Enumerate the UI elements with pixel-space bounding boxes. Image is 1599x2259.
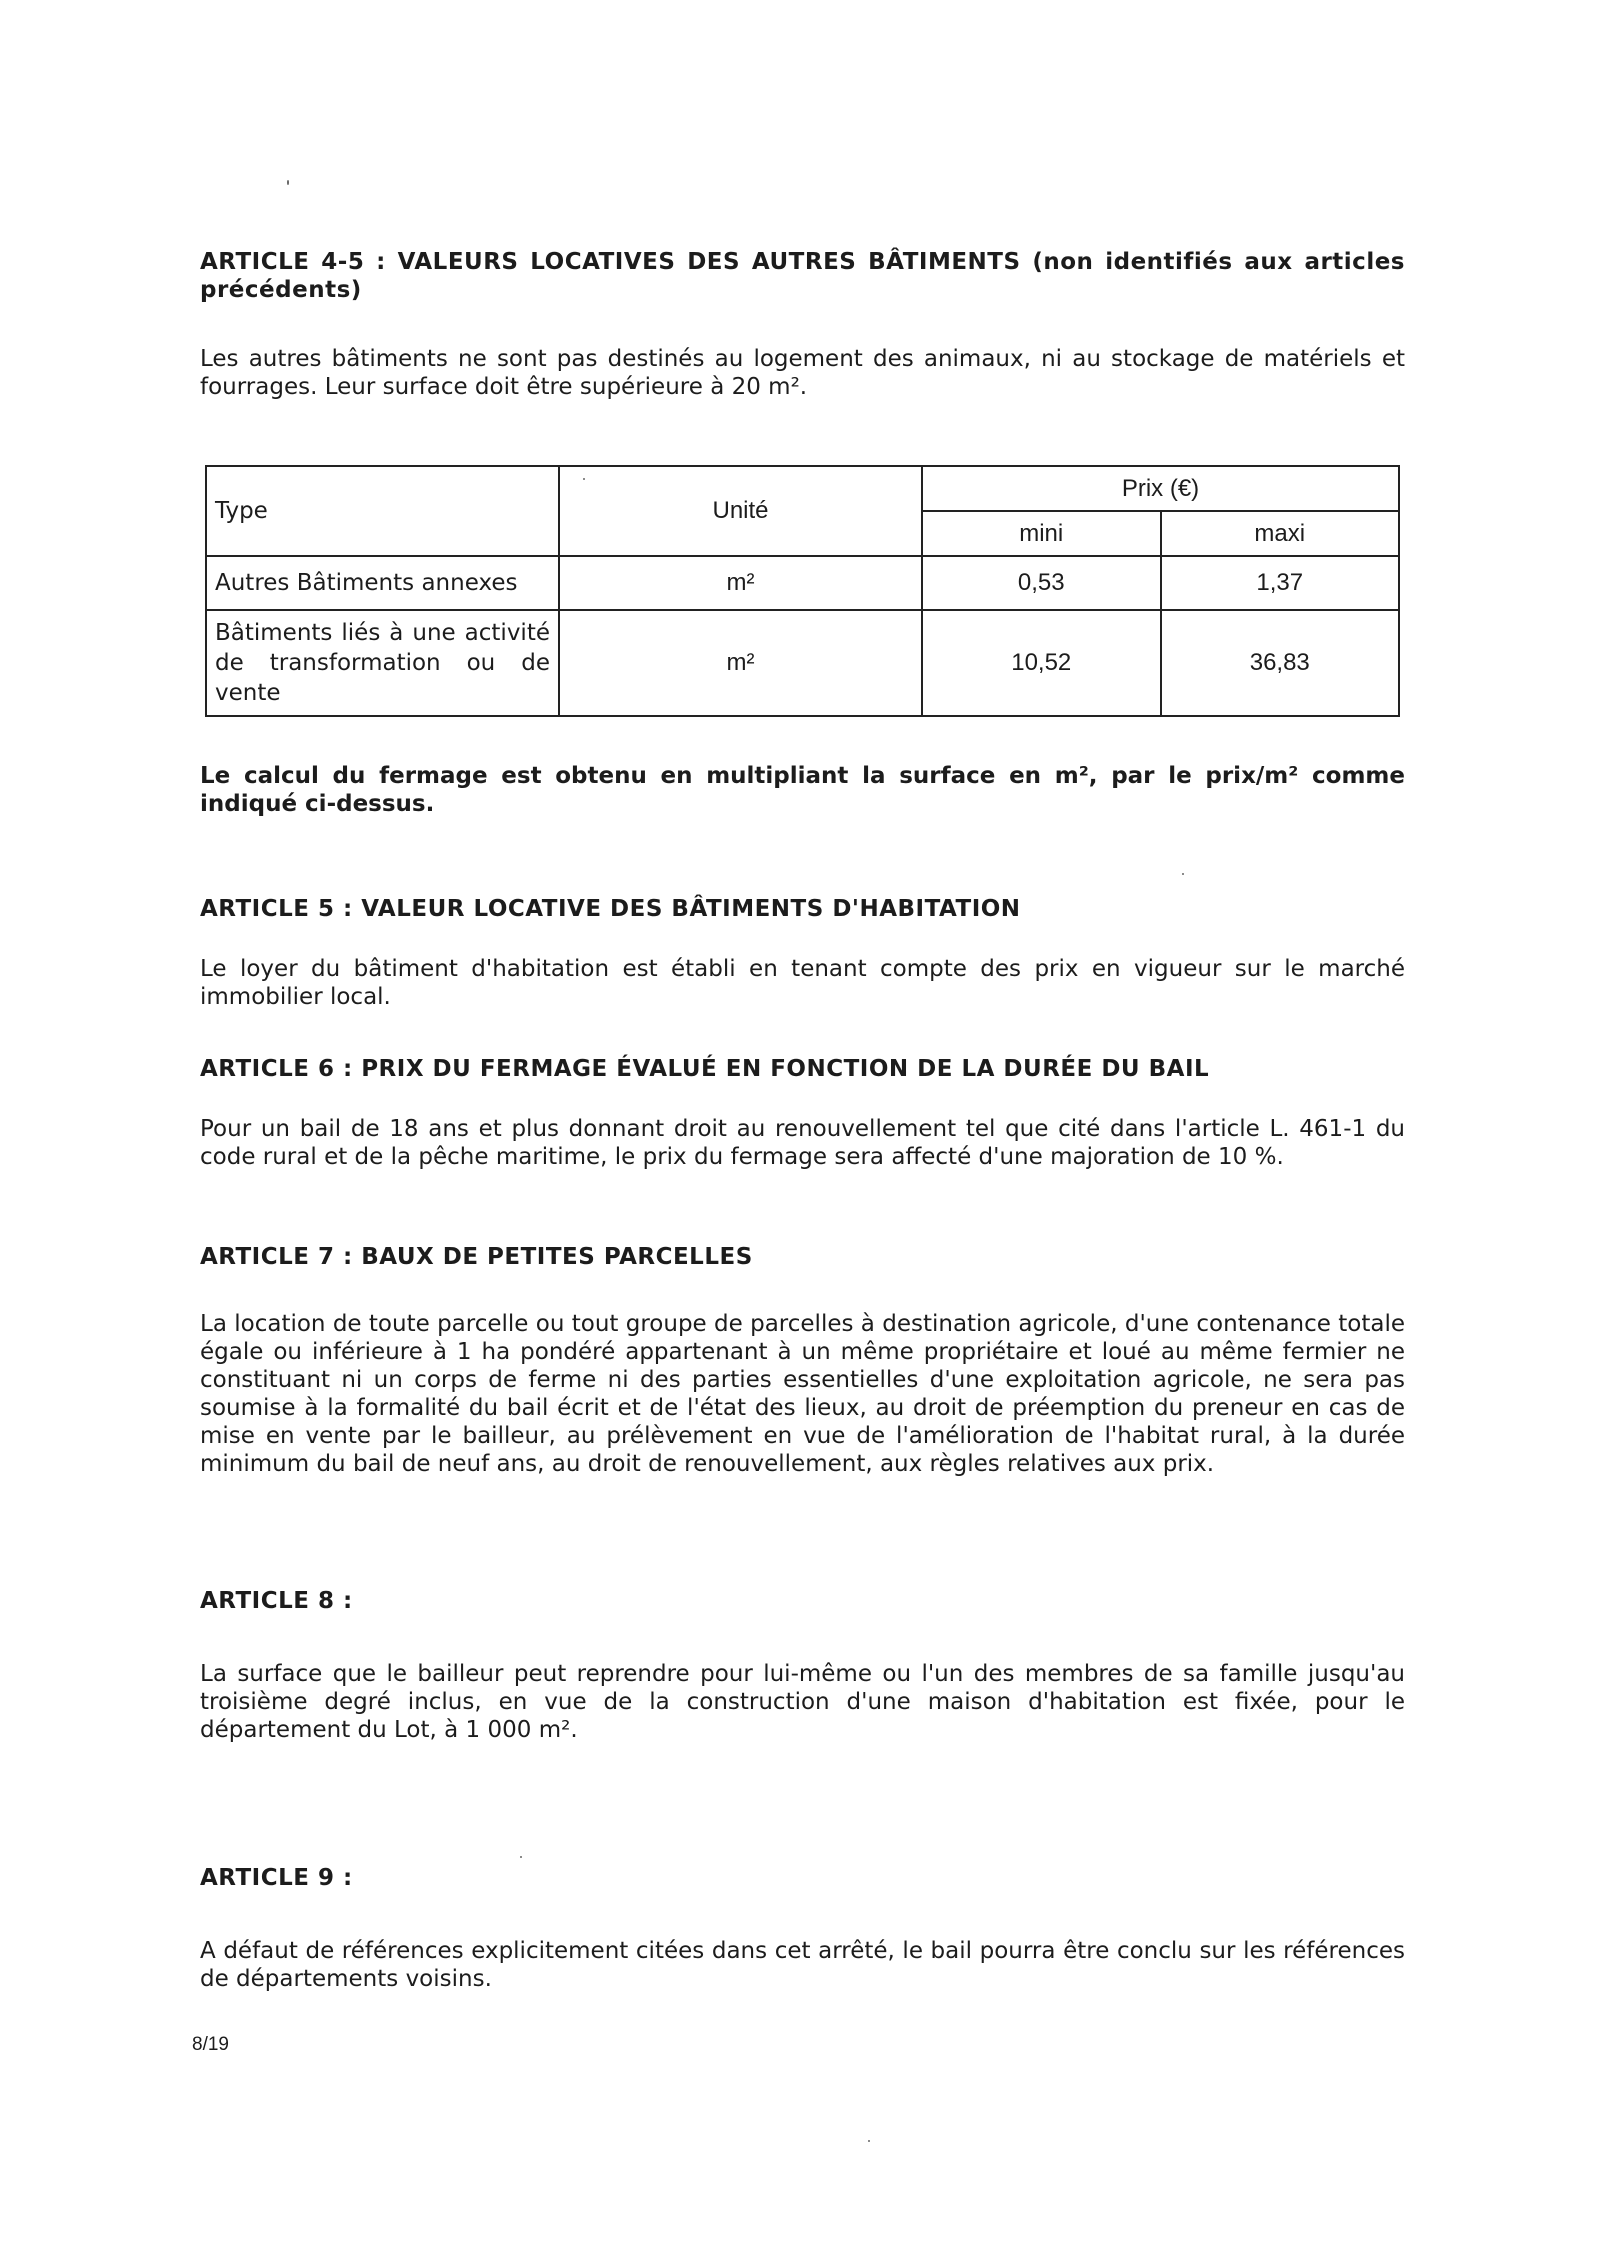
article-5 (200, 895, 1405, 923)
article-6-body: Pour un bail de 18 ans et plus donnant droit au renouvellement tel que cité dans l'article L. 461-1 du code rural et de la pêche maritime, le prix du fermage sera affecté d'une majoration de 10 %. (200, 1116, 1405, 1170)
article-6-title: ARTICLE 6 : PRIX DU FERMAGE ÉVALUÉ EN FONCTION DE LA DURÉE DU BAIL (200, 1056, 1210, 1082)
row-max: 1,37 (1161, 556, 1400, 610)
row-unit: m² (559, 556, 922, 610)
article-9-body-block (200, 1937, 1405, 1993)
row-type: Autres Bâtiments annexes (206, 556, 559, 610)
table-row (206, 610, 1399, 716)
article-8-title: ARTICLE 8 : (200, 1588, 353, 1614)
row-min: 10,52 (922, 610, 1161, 716)
article-4-5-title: ARTICLE 4-5 : VALEURS LOCATIVES DES AUTRES BÂTIMENTS (non identifiés aux articles précédents) (200, 249, 1405, 303)
article-7-title: ARTICLE 7 : BAUX DE PETITES PARCELLES (200, 1244, 753, 1270)
page-number: 8/19 (192, 2034, 229, 2055)
row-type: Bâtiments liés à une activité de transformation ou de vente (206, 610, 559, 716)
scan-speck (1182, 873, 1184, 875)
article-8-body: La surface que le bailleur peut reprendre pour lui-même ou l'un des membres de sa famille jusqu'au troisième degré inclus, en vue de la construction d'une maison d'habitation est fixée, pour le département du Lot, à 1 000 m². (200, 1661, 1405, 1743)
article-7 (200, 1243, 1405, 1271)
article-6-body-block (200, 1115, 1405, 1171)
article-7-body-block (200, 1310, 1405, 1478)
scan-speck (868, 2140, 870, 2142)
row-unit: m² (559, 610, 922, 716)
price-table (205, 465, 1400, 717)
header-max: maxi (1161, 511, 1400, 556)
article-5-body: Le loyer du bâtiment d'habitation est établi en tenant compte des prix en vigueur sur le marché immobilier local. (200, 956, 1405, 1010)
scan-speck (520, 1856, 522, 1858)
article-9-body: A défaut de références explicitement citées dans cet arrêté, le bail pourra être conclu sur les références de départements voisins. (200, 1938, 1405, 1992)
scan-speck (287, 180, 289, 185)
article-6 (200, 1055, 1405, 1083)
article-4-5-body-block (200, 345, 1405, 401)
header-price: Prix (€) (922, 466, 1399, 511)
calc-note: Le calcul du fermage est obtenu en multipliant la surface en m², par le prix/m² comme indiqué ci-dessus. (200, 763, 1405, 817)
calc-note-block (200, 762, 1405, 818)
scan-speck (583, 478, 585, 480)
article-9 (200, 1864, 1405, 1892)
article-5-body-block (200, 955, 1405, 1011)
article-8 (200, 1587, 1405, 1615)
row-max: 36,83 (1161, 610, 1400, 716)
article-9-title: ARTICLE 9 : (200, 1865, 353, 1891)
article-4-5-body: Les autres bâtiments ne sont pas destinés au logement des animaux, ni au stockage de matériels et fourrages. Leur surface doit être supérieure à 20 m². (200, 346, 1405, 400)
header-type: Type (206, 466, 559, 556)
article-4-5 (200, 248, 1405, 304)
header-unit: Unité (559, 466, 922, 556)
article-8-body-block (200, 1660, 1405, 1744)
table-row (206, 556, 1399, 610)
row-min: 0,53 (922, 556, 1161, 610)
article-5-title: ARTICLE 5 : VALEUR LOCATIVE DES BÂTIMENTS D'HABITATION (200, 896, 1021, 922)
header-min: mini (922, 511, 1161, 556)
article-7-body: La location de toute parcelle ou tout groupe de parcelles à destination agricole, d'une contenance totale égale ou inférieure à 1 ha pondéré appartenant à un même propriétaire et loué au même fermier ne constituant ni un corps de ferme ni des parties essentielles d'une exploitation agricole, ne sera pas soumise à la formalité du bail écrit et de l'état des lieux, au droit de préemption du preneur en cas de mise en vente par le bailleur, au prélèvement en vue de l'amélioration de l'habitat rural, à la durée minimum du bail de neuf ans, au droit de renouvellement, aux règles relatives aux prix. (200, 1311, 1405, 1477)
